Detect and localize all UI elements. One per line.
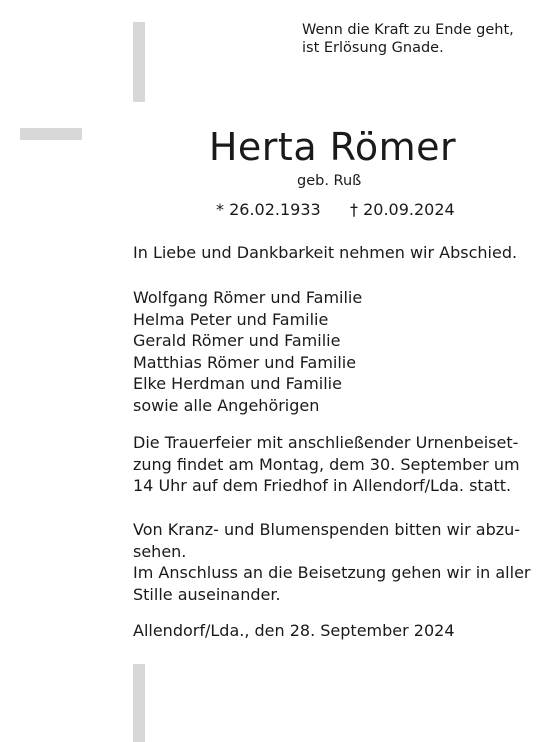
maiden-name: geb. Ruß bbox=[297, 173, 362, 189]
birth-date: * 26.02.1933 bbox=[216, 200, 321, 219]
ceremony-notice bbox=[133, 432, 520, 497]
mourner-item: Matthias Römer und Familie bbox=[133, 352, 357, 372]
ceremony-line: zung findet am Montag, dem 30. September um bbox=[133, 454, 520, 474]
place-date-line: Allendorf/Lda., den 28. September 2024 bbox=[133, 621, 455, 640]
flowers-notice bbox=[133, 519, 531, 605]
deceased-name: Herta Römer bbox=[208, 125, 457, 169]
flowers-line: sehen. bbox=[133, 541, 187, 561]
place-and-date bbox=[133, 620, 455, 642]
cross-vertical-top bbox=[133, 22, 145, 102]
mourner-item: Helma Peter und Familie bbox=[133, 309, 329, 329]
flowers-line: Im Anschluss an die Beisetzung gehen wir in aller bbox=[133, 563, 531, 582]
cross-vertical-bottom bbox=[133, 664, 145, 742]
flowers-line: Stille auseinander. bbox=[133, 584, 281, 604]
death-date: † 20.09.2024 bbox=[350, 200, 455, 219]
mourner-item: Elke Herdman und Familie bbox=[133, 374, 342, 393]
mourner-item: Wolfgang Römer und Familie bbox=[133, 288, 363, 307]
farewell-line: In Liebe und Dankbarkeit nehmen wir Abschied. bbox=[133, 243, 518, 262]
mourners-list bbox=[133, 287, 362, 416]
motto bbox=[302, 21, 514, 57]
ceremony-line: 14 Uhr auf dem Friedhof in Allendorf/Lda. statt. bbox=[133, 476, 512, 495]
motto-line: Wenn die Kraft zu Ende geht, bbox=[302, 22, 514, 38]
farewell-statement bbox=[133, 242, 517, 264]
flowers-line: Von Kranz- und Blumenspenden bitten wir abzu- bbox=[133, 520, 521, 539]
mourner-item: Gerald Römer und Familie bbox=[133, 331, 341, 350]
ceremony-line: Die Trauerfeier mit anschließender Urnenbeiset- bbox=[133, 433, 519, 452]
mourner-item: sowie alle Angehörigen bbox=[133, 395, 320, 415]
motto-line: ist Erlösung Gnade. bbox=[302, 40, 444, 56]
